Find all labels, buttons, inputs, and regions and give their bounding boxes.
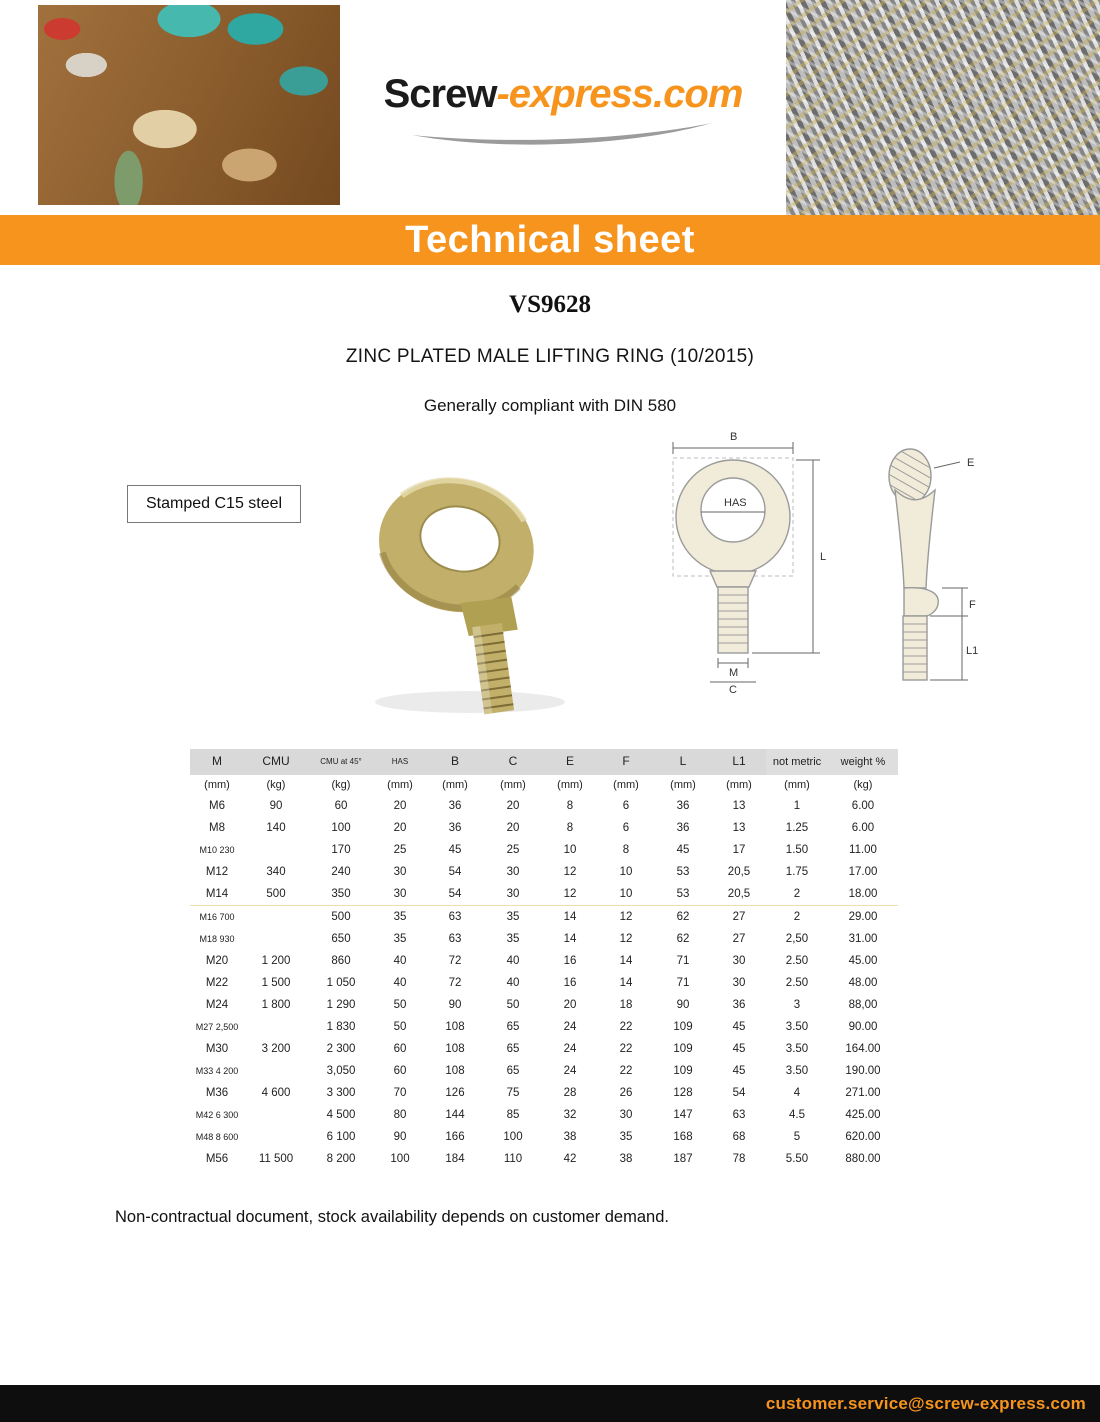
cell: 110 — [503, 1152, 523, 1165]
column-header: M — [190, 749, 244, 775]
cell: 40 — [393, 954, 407, 967]
cell: 54 — [426, 883, 484, 906]
unit-cell: (mm) — [204, 778, 230, 791]
cell: 1 290 — [326, 998, 356, 1011]
cell: 6.00 — [851, 799, 875, 812]
cell: 1 800 — [261, 998, 291, 1011]
cell: 60 — [334, 799, 348, 812]
cell: 45 — [732, 1064, 746, 1077]
cell: 20,5 — [727, 865, 751, 878]
cell: M12 — [205, 865, 229, 878]
unit-cell: (mm) — [557, 778, 583, 791]
table-body — [190, 795, 898, 1170]
cell: 425.00 — [845, 1108, 881, 1121]
cell: 70 — [393, 1086, 407, 1099]
cell: 1.75 — [785, 865, 809, 878]
cell: 11 500 — [258, 1152, 294, 1165]
cell: M30 — [205, 1042, 229, 1055]
cell: 10 — [563, 843, 577, 856]
dim-label-m: M — [729, 667, 739, 679]
cell: 240 — [331, 865, 351, 878]
cell: 63 — [732, 1108, 746, 1121]
cell: 35 — [506, 910, 520, 923]
cell: M14 — [190, 883, 244, 906]
table-row — [190, 972, 898, 994]
cell: 2 300 — [326, 1042, 356, 1055]
cell: 62 — [676, 932, 690, 945]
cell: 12 — [542, 883, 598, 906]
cell: 4 — [793, 1086, 801, 1099]
cell: 8 200 — [326, 1152, 356, 1165]
cell: 14 — [619, 976, 633, 989]
cell: 100 — [331, 821, 351, 834]
table-row — [190, 861, 898, 883]
cell: 1.25 — [785, 821, 809, 834]
cell: 144 — [445, 1108, 465, 1121]
unit-cell: (kg) — [266, 778, 286, 791]
cell: 109 — [673, 1064, 693, 1077]
cell: 38 — [563, 1130, 577, 1143]
cell: 53 — [654, 883, 712, 906]
cell: 5 — [793, 1130, 801, 1143]
cell: 350 — [308, 883, 374, 906]
table-row — [190, 1082, 898, 1104]
cell — [244, 928, 308, 950]
cell: 168 — [673, 1130, 693, 1143]
product-title: ZINC PLATED MALE LIFTING RING (10/2015) — [345, 346, 755, 367]
footnote: Non-contractual document, stock availability depends on customer demand. — [115, 1207, 669, 1226]
cell: 16 — [563, 954, 577, 967]
cell: 25 — [393, 843, 407, 856]
unit-cell: (mm) — [726, 778, 752, 791]
cell: M48 8 600 — [195, 1131, 239, 1142]
cell: 12 — [619, 910, 633, 923]
cell: 12 — [563, 865, 577, 878]
column-header: E — [542, 749, 598, 775]
compliance-note: Generally compliant with DIN 580 — [423, 396, 677, 415]
column-header: C — [484, 749, 542, 775]
cell: 6 — [622, 799, 630, 812]
cell: 90.00 — [848, 1020, 878, 1033]
cell: 650 — [331, 932, 351, 945]
cell: 65 — [506, 1042, 520, 1055]
cell: 164.00 — [845, 1042, 881, 1055]
cell: 17.00 — [848, 865, 878, 878]
cell: 45.00 — [848, 954, 878, 967]
cell: 1.50 — [785, 843, 809, 856]
cell: 100 — [503, 1130, 523, 1143]
table-row — [190, 950, 898, 972]
product-reference: VS9628 — [509, 291, 591, 318]
cell: 80 — [393, 1108, 407, 1121]
cell: 38 — [619, 1152, 633, 1165]
cell: 14 — [619, 954, 633, 967]
table-row — [190, 1038, 898, 1060]
cell: 45 — [448, 843, 462, 856]
cell: 88,00 — [848, 998, 878, 1011]
cell: 20 — [506, 821, 520, 834]
cell: 36 — [676, 821, 690, 834]
table-row — [190, 795, 898, 817]
unit-cell: (mm) — [784, 778, 810, 791]
cell: 75 — [506, 1086, 520, 1099]
table-row — [190, 905, 898, 928]
cell — [244, 1060, 308, 1082]
cell: M16 700 — [199, 911, 235, 922]
cell: 28 — [563, 1086, 577, 1099]
cell: 187 — [673, 1152, 693, 1165]
cell: 1 050 — [326, 976, 356, 989]
cell: 2.50 — [785, 976, 809, 989]
logo-text-express: -express.com — [496, 72, 743, 116]
cell: 3 — [793, 998, 801, 1011]
table-row — [190, 1148, 898, 1170]
cell: 40 — [393, 976, 407, 989]
cell: 45 — [676, 843, 690, 856]
cell: 71 — [676, 976, 690, 989]
cell: M18 930 — [199, 933, 235, 944]
cell: 3.50 — [785, 1020, 809, 1033]
cell: 72 — [448, 976, 462, 989]
cell: 860 — [331, 954, 351, 967]
cell: 20,5 — [712, 883, 766, 906]
cell: 140 — [266, 821, 286, 834]
cell: 45 — [732, 1020, 746, 1033]
cell: 20 — [393, 799, 407, 812]
logo-text-screw: Screw — [383, 72, 497, 116]
cell: M6 — [209, 799, 225, 812]
cell — [244, 839, 308, 861]
column-header: not metric — [766, 749, 828, 775]
cell: 90 — [269, 799, 283, 812]
cell: 18 — [619, 998, 633, 1011]
cell: 62 — [676, 910, 690, 923]
workbench-photo — [38, 5, 340, 205]
dim-label-l: L — [820, 551, 827, 563]
cell: 271.00 — [845, 1086, 881, 1099]
cell: 8 — [622, 843, 630, 856]
cell: 22 — [619, 1042, 633, 1055]
cell: 90 — [448, 998, 462, 1011]
cell: 53 — [676, 865, 690, 878]
logo-swoosh-graphic — [408, 121, 718, 147]
cell: 27 — [732, 910, 746, 923]
cell: M27 2,500 — [195, 1021, 239, 1032]
cell: 48.00 — [848, 976, 878, 989]
cell: 65 — [506, 1020, 520, 1033]
cell: M10 230 — [199, 844, 235, 855]
cell: 35 — [619, 1130, 633, 1143]
column-header: L1 — [712, 749, 766, 775]
cell: 170 — [331, 843, 351, 856]
material-box: Stamped C15 steel — [127, 485, 301, 523]
cell: 20 — [506, 799, 520, 812]
cell: 65 — [506, 1064, 520, 1077]
cell: 16 — [563, 976, 577, 989]
cell — [244, 905, 308, 928]
cell: M8 — [209, 821, 225, 834]
cell: 85 — [506, 1108, 520, 1121]
cell: 8 — [566, 799, 574, 812]
table-row — [190, 1016, 898, 1038]
table-row — [190, 1104, 898, 1126]
cell: 166 — [445, 1130, 465, 1143]
cell: 24 — [563, 1042, 577, 1055]
cell: 620.00 — [845, 1130, 881, 1143]
cell: 3 200 — [261, 1042, 291, 1055]
cell: 20 — [563, 998, 577, 1011]
unit-cell: (mm) — [500, 778, 526, 791]
cell: 4 500 — [326, 1108, 356, 1121]
cell: 22 — [619, 1064, 633, 1077]
dim-label-c: C — [729, 684, 737, 695]
table-row — [190, 994, 898, 1016]
cell: 18.00 — [828, 883, 898, 906]
column-header: CMU at 45° — [308, 749, 374, 775]
cell: 1 200 — [261, 954, 291, 967]
column-header: HAS — [374, 749, 426, 775]
cell: 2.50 — [785, 954, 809, 967]
unit-cell: (kg) — [331, 778, 351, 791]
cell: 880.00 — [845, 1152, 881, 1165]
screws-photo — [786, 0, 1100, 215]
cell: 13 — [732, 821, 746, 834]
column-header: B — [426, 749, 484, 775]
cell: 108 — [445, 1064, 465, 1077]
column-header: F — [598, 749, 654, 775]
cell: 27 — [732, 932, 746, 945]
cell: 60 — [393, 1042, 407, 1055]
cell — [244, 1016, 308, 1038]
logo — [384, 72, 743, 117]
cell: 3.50 — [785, 1064, 809, 1077]
units-row — [190, 775, 898, 795]
cell: 30 — [619, 1108, 633, 1121]
cell: 26 — [619, 1086, 633, 1099]
cell: 54 — [448, 865, 462, 878]
cell: M22 — [205, 976, 229, 989]
cell: 3 300 — [326, 1086, 356, 1099]
cell: 109 — [673, 1020, 693, 1033]
table-row — [190, 928, 898, 950]
dim-label-l1: L1 — [966, 645, 979, 657]
page-header — [0, 0, 1100, 215]
cell: 36 — [676, 799, 690, 812]
cell: 30 — [506, 865, 520, 878]
cell: 6 — [622, 821, 630, 834]
cell: 30 — [374, 883, 426, 906]
cell: 90 — [393, 1130, 407, 1143]
cell: 30 — [484, 883, 542, 906]
cell: 24 — [563, 1020, 577, 1033]
cell: 100 — [390, 1152, 410, 1165]
cell: 78 — [732, 1152, 746, 1165]
cell: 3,050 — [326, 1064, 356, 1077]
cell: 6 100 — [326, 1130, 356, 1143]
cell: 11.00 — [849, 843, 877, 856]
cell: 108 — [445, 1020, 465, 1033]
cell: 31.00 — [848, 932, 878, 945]
cell: 36 — [448, 799, 462, 812]
spec-table — [190, 749, 898, 1170]
cell: 10 — [619, 865, 633, 878]
cell: 14 — [563, 932, 577, 945]
cell: 3.50 — [785, 1042, 809, 1055]
cell: 1 830 — [326, 1020, 356, 1033]
unit-cell: (mm) — [613, 778, 639, 791]
table-row — [190, 1060, 898, 1082]
table-row — [190, 839, 898, 861]
cell: 4.5 — [789, 1108, 805, 1121]
cell: 32 — [563, 1108, 577, 1121]
cell: 126 — [445, 1086, 465, 1099]
cell: 54 — [732, 1086, 746, 1099]
banner-title: Technical sheet — [0, 215, 1100, 265]
cell: 500 — [244, 883, 308, 906]
cell: M24 — [205, 998, 229, 1011]
cell: 50 — [393, 998, 407, 1011]
cell: 35 — [393, 932, 407, 945]
cell: 42 — [563, 1152, 577, 1165]
cell: 2 — [766, 883, 828, 906]
dim-label-has: HAS — [724, 497, 747, 509]
unit-cell: (mm) — [387, 778, 413, 791]
unit-cell: (mm) — [442, 778, 468, 791]
header-row — [190, 749, 898, 775]
cell: 63 — [448, 910, 462, 923]
cell: 10 — [598, 883, 654, 906]
cell: 8 — [566, 821, 574, 834]
cell: 109 — [673, 1042, 693, 1055]
cell: 1 — [793, 799, 801, 812]
cell: 25 — [506, 843, 520, 856]
cell: M36 — [205, 1086, 229, 1099]
cell: 190.00 — [845, 1064, 881, 1077]
product-section — [0, 430, 1100, 735]
cell — [244, 1126, 308, 1148]
cell: 12 — [619, 932, 633, 945]
cell: 60 — [393, 1064, 407, 1077]
cell: 17 — [732, 843, 746, 856]
contact-email[interactable]: customer.service@screw-express.com — [765, 1393, 1086, 1413]
cell: 36 — [448, 821, 462, 834]
cell: 340 — [266, 865, 286, 878]
logo-area — [340, 0, 786, 147]
cell: 184 — [445, 1152, 465, 1165]
cell: 147 — [673, 1108, 693, 1121]
cell: 2,50 — [785, 932, 809, 945]
dim-label-e: E — [967, 457, 975, 469]
cell: 30 — [393, 865, 407, 878]
cell: M56 — [205, 1152, 229, 1165]
cell: 40 — [506, 954, 520, 967]
cell: M42 6 300 — [195, 1109, 239, 1120]
table-row — [190, 883, 898, 906]
cell: M33 4 200 — [195, 1065, 239, 1076]
dim-label-f: F — [969, 599, 976, 611]
cell — [244, 1104, 308, 1126]
cell: 72 — [448, 954, 462, 967]
cell: 50 — [506, 998, 520, 1011]
column-header: L — [654, 749, 712, 775]
front-diagram — [648, 430, 833, 695]
cell: 2 — [793, 910, 801, 923]
cell: 13 — [732, 799, 746, 812]
cell: 71 — [676, 954, 690, 967]
cell: 14 — [563, 910, 577, 923]
cell: 20 — [393, 821, 407, 834]
dim-label-b: B — [730, 431, 738, 443]
table-row — [190, 817, 898, 839]
footer-bar — [0, 1385, 1100, 1422]
table-row — [190, 1126, 898, 1148]
cell: 108 — [445, 1042, 465, 1055]
cell: 30 — [732, 976, 746, 989]
cell: 35 — [506, 932, 520, 945]
cell: 30 — [732, 954, 746, 967]
cell: 5.50 — [785, 1152, 809, 1165]
cell: M20 — [205, 954, 229, 967]
cell: 128 — [673, 1086, 693, 1099]
cell: 40 — [506, 976, 520, 989]
column-header: weight % — [828, 749, 898, 775]
cell: 29.00 — [848, 910, 878, 923]
side-diagram — [868, 438, 983, 703]
cell: 90 — [676, 998, 690, 1011]
cell: 45 — [732, 1042, 746, 1055]
cell: 36 — [732, 998, 746, 1011]
cell: 63 — [448, 932, 462, 945]
unit-cell: (kg) — [853, 778, 873, 791]
cell: 35 — [393, 910, 407, 923]
unit-cell: (mm) — [670, 778, 696, 791]
column-header: CMU — [244, 749, 308, 775]
product-photo — [340, 452, 580, 722]
cell: 22 — [619, 1020, 633, 1033]
cell: 50 — [393, 1020, 407, 1033]
cell: 68 — [732, 1130, 746, 1143]
cell: 500 — [331, 910, 351, 923]
cell: 24 — [563, 1064, 577, 1077]
cell: 6.00 — [851, 821, 875, 834]
cell: 1 500 — [261, 976, 291, 989]
cell: 4 600 — [261, 1086, 291, 1099]
